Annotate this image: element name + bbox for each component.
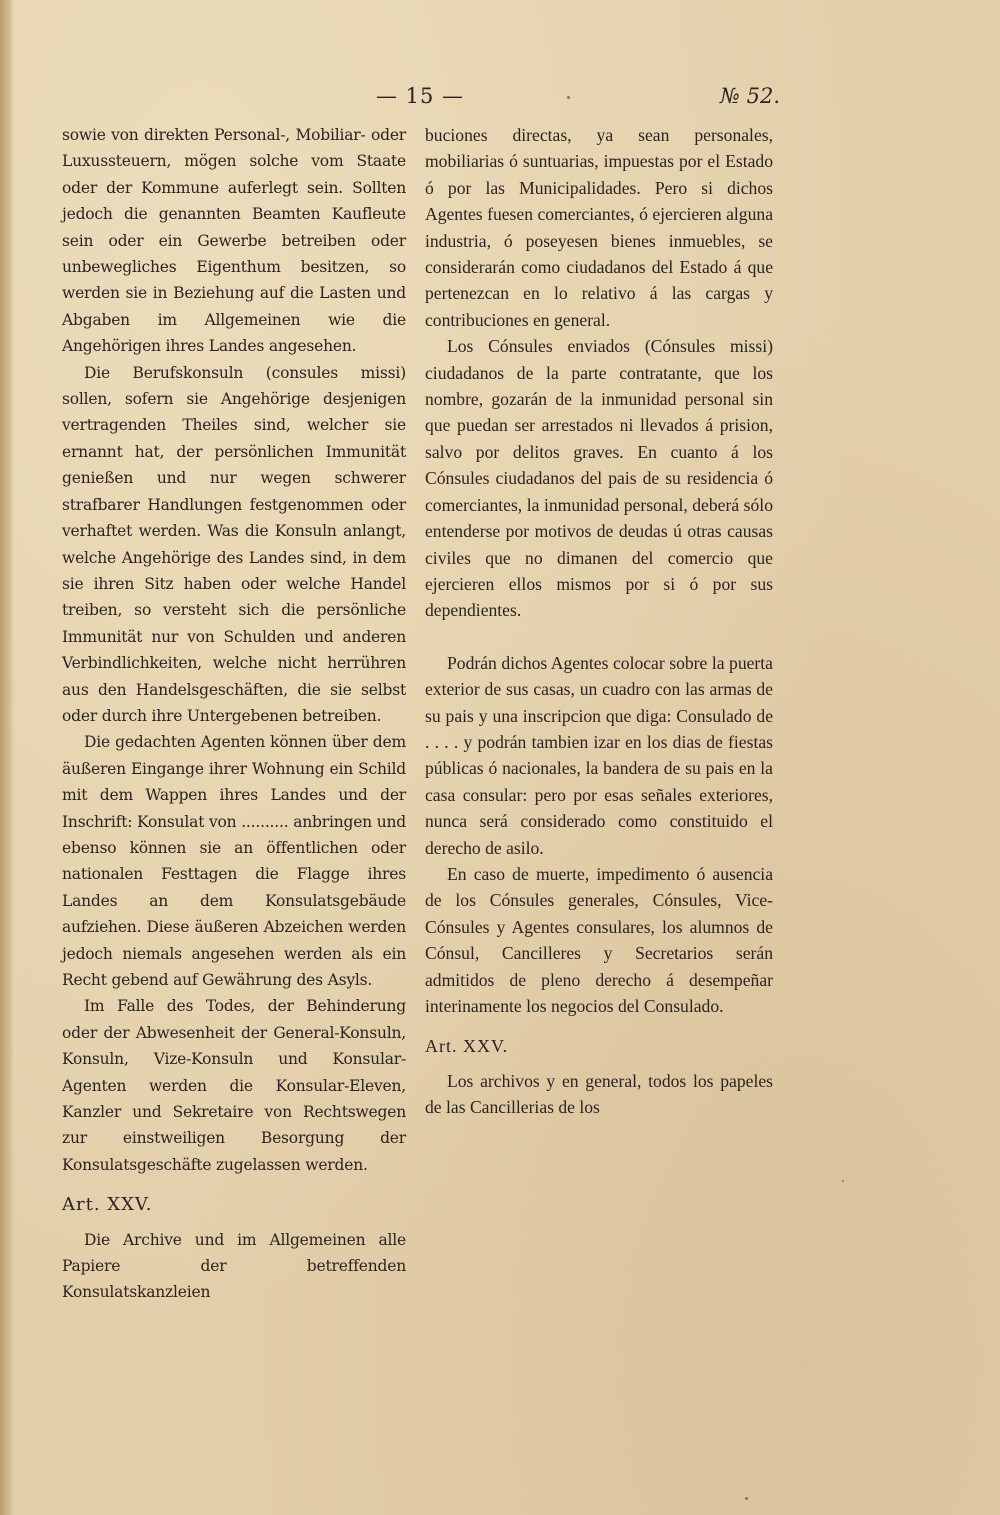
spanish-article-paragraph: Los archivos y en general, todos los papeles de las Cancillerias de los — [425, 1070, 773, 1118]
spanish-paragraph-4: En caso de muerte, impedimento ó ausencia de los Cónsules generales, Cónsules, Vice-Cónsules y Agentes consulares, los alumnos de Cónsul, Cancilleres y Secretarios serán admitidos de pleno derecho á desempeñar interinamente los negocios del Consulado. — [425, 863, 773, 1016]
german-paragraph-1: sowie von direkten Personal-, Mobiliar- oder Luxussteuern, mögen solche vom Staate oder der Kommune auferlegt sein. Sollten jedoch die genannten Beamten Kaufleute sein oder ein Gewerbe betreiben oder unbewegliches Eigenthum besitzen, so werden sie in Beziehung auf die Lasten und Abgaben im Allgemeinen wie die Angehörigen ihres Landes angesehen. — [62, 126, 406, 356]
german-column — [62, 122, 406, 1306]
paper-speck — [567, 96, 570, 99]
spanish-paragraph-1: buciones directas, ya sean personales, mobiliarias ó suntuarias, impuestas por el Estado ó por las Municipalidades. Pero si dichos Agentes fuesen comerciantes, ó ejercieren alguna industria, ó poseyesen bienes inmuebles, se considerarán como ciudadanos del Estado á que pertenezcan en lo relativo á las cargas y contribuciones en general. — [425, 125, 773, 330]
document-number: № 52. — [720, 84, 780, 108]
german-article-paragraph: Die Archive und im Allgemeinen alle Papiere der betreffenden Konsulatskanzleien — [62, 1230, 406, 1302]
german-article-heading: Art. XXV. — [62, 1194, 153, 1216]
page-number: — 15 — — [375, 84, 465, 108]
spanish-column — [425, 122, 773, 1121]
german-paragraph-4: Im Falle des Todes, der Behinderung oder der Abwesenheit der General-Konsuln, Konsuln, Vize-Konsuln und Konsular-Agenten werden die Konsular-Eleven, Kanzler und Sekretaire von Rechtswegen zur einstweiligen Besorgung der Konsulatsgeschäfte zugelassen werden. — [62, 997, 406, 1174]
paper-speck — [745, 1497, 748, 1500]
german-paragraph-2: Die Berufskonsuln (consules missi) sollen, sofern sie Angehörige desjenigen vertragenden Theiles sind, welcher sie ernannt hat, der persönlichen Immunität genießen und nur wegen schwerer strafbarer Handlungen festgenommen oder verhaftet werden. Was die Konsuln anlangt, welche Angehörige des Landes sind, in dem sie ihren Sitz haben oder welche Handel treiben, so versteht sich die persönliche Immunität nur von Schulden und anderen Verbindlichkeiten, welche nicht herrühren aus den Handelsgeschäften, die sie selbst oder durch ihre Untergebenen betreiben. — [62, 363, 406, 725]
spanish-paragraph-2: Los Cónsules enviados (Cónsules missi) ciudadanos de la parte contratante, que los nombre, gozarán de la inmunidad personal sin que puedan ser arrestados ni llevados á prision, salvo por delitos graves. En cuanto á los Cónsules ciudadanos del pais de su residencia ó comerciantes, la inmunidad personal, deberá sólo entenderse por motivos de deudas ú otras causas civiles que no dimanen del comercio que ejercieren ellos mismos por si ó por sus dependientes. — [425, 336, 773, 621]
spanish-article-heading: Art. XXV. — [425, 1036, 509, 1057]
page-binding-edge — [0, 0, 14, 1515]
german-paragraph-3: Die gedachten Agenten können über dem äußeren Eingange ihrer Wohnung ein Schild mit dem Wappen ihres Landes und der Inschrift: Konsulat von .......... anbringen und ebenso können sie an öffentlichen oder nationalen Festtagen die Flagge ihres Landes an dem Konsulatsgebäude aufziehen. Diese äußeren Abzeichen werden jedoch niemals angesehen werden als ein Recht gebend auf Gewährung des Asyls. — [62, 733, 406, 989]
paragraph-gap — [425, 624, 773, 650]
paper-speck — [842, 1180, 844, 1182]
spanish-paragraph-3: Podrán dichos Agentes colocar sobre la puerta exterior de sus casas, un cuadro con las armas de su pais y una inscripcion que diga: Consulado de . . . . y podrán tambien izar en los dias de fiestas públicas ó nacionales, la bandera de su pais en la casa consular: pero por esas señales exteriores, nunca será considerado como constituido el derecho de asilo. — [425, 652, 773, 858]
page-header — [0, 84, 1000, 116]
